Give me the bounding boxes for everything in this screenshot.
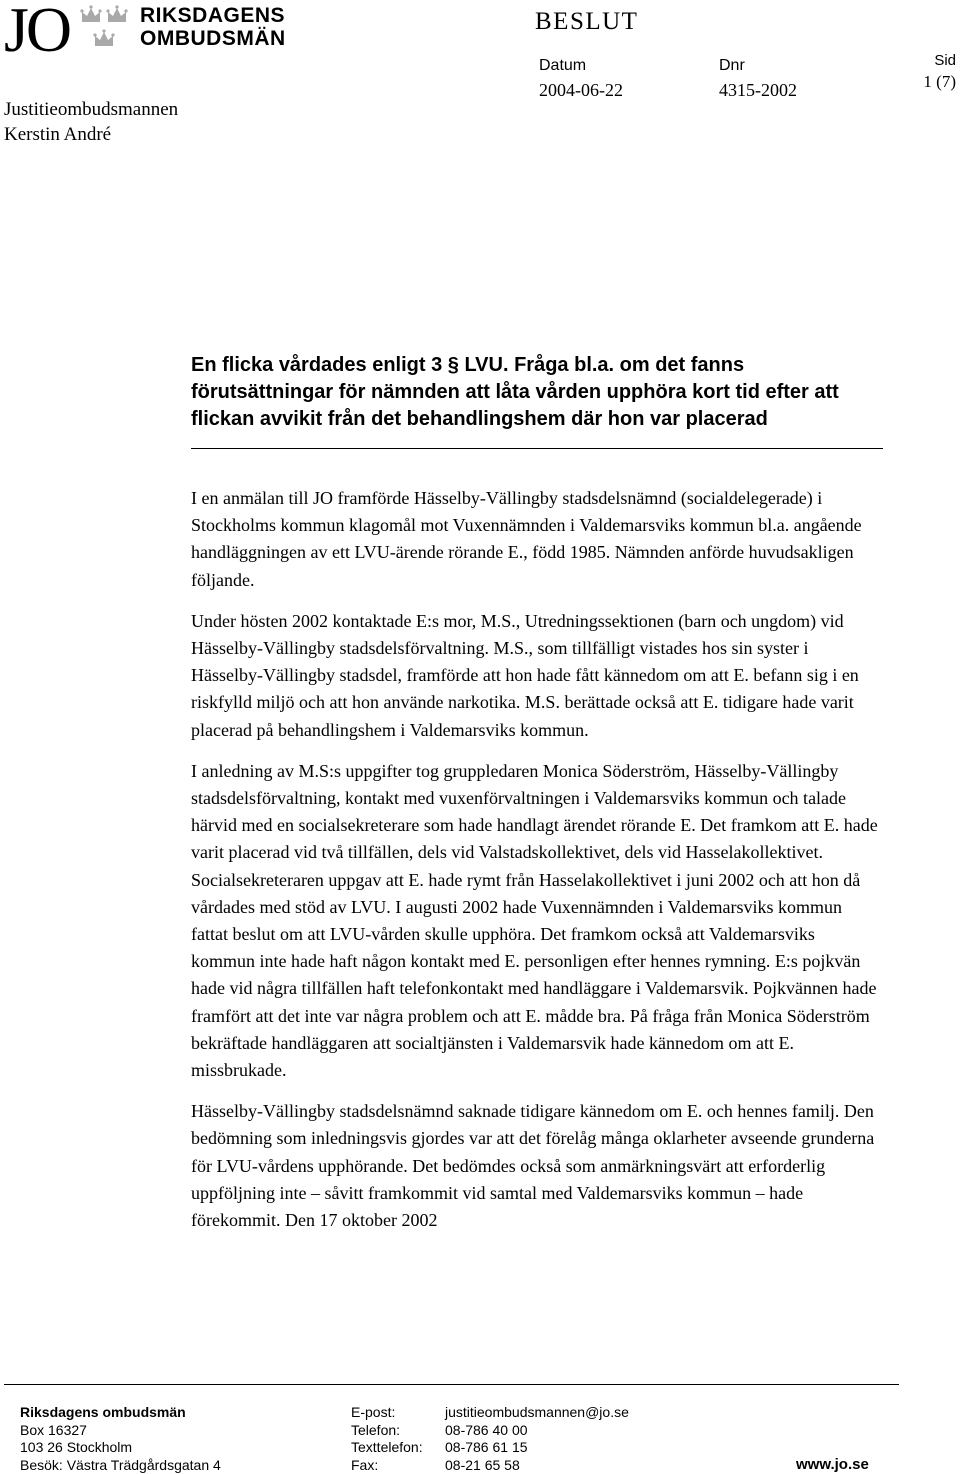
footer-address [20,1404,221,1474]
footer-contact-labels [351,1404,423,1474]
footer-fax-value: 08-21 65 58 [445,1456,520,1473]
footer-fax-label: Fax: [351,1456,379,1473]
document-body [191,485,881,1248]
footer-textphone-value: 08-786 61 15 [445,1439,528,1455]
footer-contact-values [445,1404,629,1474]
footer-email-link[interactable]: justitieombudsmannen@jo.se [445,1404,629,1420]
datum-label: Datum [539,57,587,74]
logo-name-line2: OMBUDSMÄN [140,27,286,50]
footer-phone-label: Telefon: [351,1421,401,1438]
footer-textphone-label: Texttelefon: [351,1439,423,1455]
footer-email-label: E-post: [351,1404,396,1420]
body-paragraph: Under hösten 2002 kontaktade E:s mor, M.S., Utredningssektionen (barn och ungdom) vid Hässelby-Vällingby stadsdelsförvaltning. M.S., som tillfälligt vistades hos sin syster i Hässelby-Vällingby stadsdel, framförde att hon hade fått kännedom om att E. befann sig i en riskfylld miljö och att hon använde narkotika. M.S. berättade också att E. tidigare hade varit placerad på behandlingshem i Valdemarsviks kommun. [191,610,859,740]
dnr-value: 4315-2002 [719,80,797,100]
logo-name [140,4,286,50]
body-paragraph: I en anmälan till JO framförde Hässelby-Vällingby stadsdelsnämnd (socialdelegerade) i Stockholms kommun klagomål mot Vuxennämnden i Valdemarsviks kommun bl.a. angående handläggningen av ett LVU-ärende rörande E., född 1985. Nämnden anförde huvudsakligen följande. [191,488,862,590]
office-person: Kerstin André [4,124,112,145]
office-block [4,97,178,147]
document-type: BESLUT [535,8,639,35]
office-title: Justitieombudsmannen [4,99,179,120]
footer-box: Box 16327 [20,1421,87,1438]
title-divider [191,448,883,449]
three-crowns-icon [80,4,132,48]
footer-phone-value: 08-786 40 00 [445,1421,528,1438]
footer-visit: Besök: Västra Trädgårdsgatan 4 [20,1456,221,1473]
datum-value: 2004-06-22 [539,80,623,100]
logo-name-line1: RIKSDAGENS [140,4,286,27]
page-label: Sid [934,52,956,69]
page-number: 1 (7) [923,72,956,91]
footer-divider [4,1384,899,1385]
footer-postal: 103 26 Stockholm [20,1439,133,1455]
body-paragraph: Hässelby-Vällingby stadsdelsnämnd saknade tidigare kännedom om E. och hennes familj. Den bedömning som inledningsvis gjordes var att det förelåg många oklarheter avseende grunderna för LVU-vårdens upphörande. Det bedömdes också som anmärkningsvärt att erforderlig uppföljning inte – såvitt framkommit vid samtal med Valdemarsviks kommun – hade förekommit. Den 17 oktober 2002 [191,1101,875,1231]
dnr-label: Dnr [719,57,745,74]
logo-initials: JO [4,0,70,65]
document-title: En flicka vårdades enligt 3 § LVU. Fråga bl.a. om det fanns förutsättningar för nämnden att låta vården upphöra kort tid efter att flickan avvikit från det behandlingshem där hon var placerad [191,354,839,430]
footer-website-link[interactable]: www.jo.se [796,1456,869,1473]
footer-org-name: Riksdagens ombudsmän [20,1404,186,1420]
body-paragraph: I anledning av M.S:s uppgifter tog gruppledaren Monica Söderström, Hässelby-Vällingby stadsdelsförvaltning, kontakt med vuxenförvaltningen i Valdemarsviks kommun och talade härvid med en socialsekreterare som hade handlagt ärendet rörande E. Det framkom att E. hade varit placerad vid två tillfällen, dels vid Valstadskollektivet, dels vid Hasselakollektivet. Socialsekreteraren uppgav att E. hade rymt från Hasselakollektivet i juni 2002 och att hon då vårdades med stöd av LVU. I augusti 2002 hade Vuxennämnden i Valdemarsviks kommun fattat beslut om att LVU-vården skulle upphöra. Det framkom också att Valdemarsviks kommun inte hade haft någon kontakt med E. personligen efter hennes rymning. E:s pojkvän hade vid några tillfällen haft telefonkontakt med handläggare i Valdemarsvik. Pojkvännen hade framfört att det inte var några problem och att E. mådde bra. På fråga från Monica Söderström bekräftade handläggaren att socialtjänsten i Valdemarsvik hade kännedom om att E. missbrukade. [191,760,878,1081]
